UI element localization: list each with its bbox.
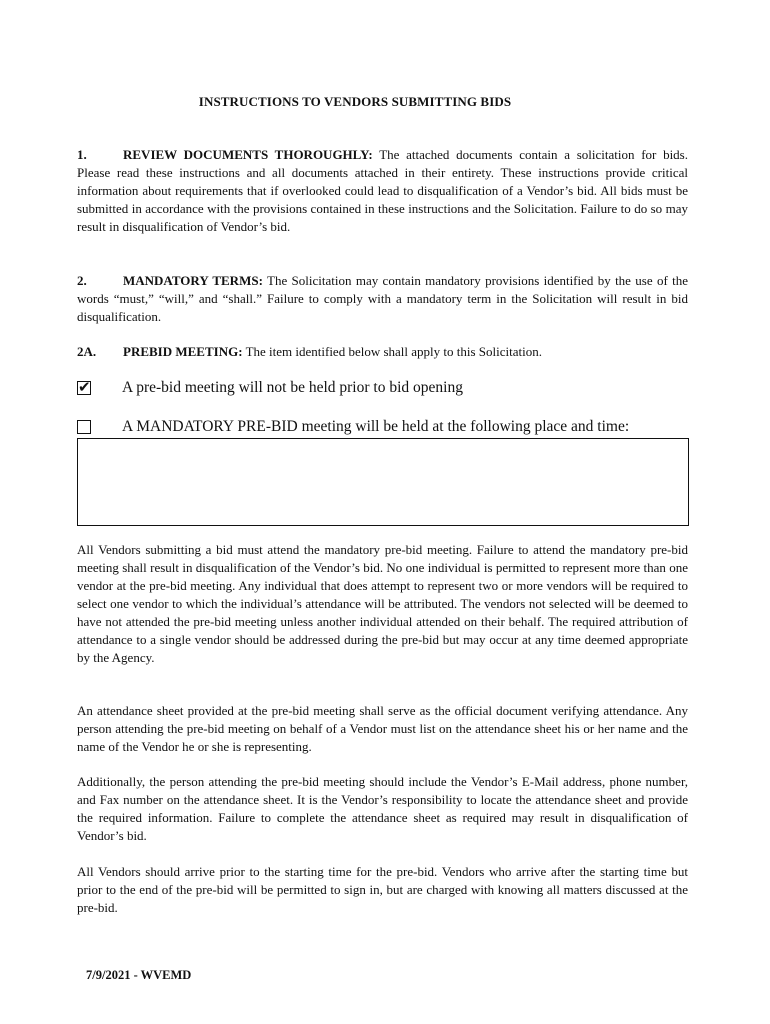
section-2a-heading: PREBID MEETING:: [123, 344, 243, 359]
paragraph-arrival-time: All Vendors should arrive prior to the starting time for the pre-bid. Vendors who arrive after the starting time but prior to the end of the pre-bid will be permitted to sign in, but are charged with knowing all matters discussed at the pre-bid.: [77, 864, 688, 915]
paragraph-contact-info: Additionally, the person attending the pre-bid meeting should include the Vendor’s E-Mail address, phone number, and Fax number on the attendance sheet. It is the Vendor’s responsibility to locate the attendance sheet and provide the required information. Failure to complete the attendance sheet as required may result in disqualification of Vendor’s bid.: [77, 774, 688, 843]
checkbox-no-prebid[interactable]: [77, 378, 91, 396]
section-2-mandatory-terms: [77, 272, 688, 326]
section-2a-prebid-meeting: [77, 343, 688, 361]
section-2a-number: 2A.: [77, 344, 97, 359]
section-2a-text: The item identified below shall apply to this Solicitation.: [245, 344, 542, 359]
paragraph-attendance-sheet: An attendance sheet provided at the pre-bid meeting shall serve as the official document verifying attendance. Any person attending the pre-bid meeting on behalf of a Vendor must list on the attendance sheet his or her name and the name of the Vendor he or she is representing.: [77, 703, 688, 754]
check-mark-icon: ✔: [78, 378, 91, 396]
checkbox-mandatory-prebid[interactable]: [77, 420, 91, 434]
section-2-text: The Solicitation may contain mandatory provisions identified by the use of the words “must,” “will,” and “shall.” Failure to comply with a mandatory term in the Solicitation will result in bid disqualification.: [77, 273, 688, 324]
meeting-details-box[interactable]: [77, 438, 689, 526]
section-1-text: The attached documents contain a solicitation for bids. Please read these instructions and all documents attached in their entirety. These instructions provide critical information about requirements that if overlooked could lead to disqualification of a Vendor’s bid. All bids must be submitted in accordance with the provisions contained in these instructions and the Solicitation. Failure to do so may result in disqualification of Vendor’s bid.: [77, 147, 688, 234]
section-2-number: 2.: [77, 273, 87, 288]
option-mandatory-prebid-meeting[interactable]: [77, 418, 629, 436]
section-2-heading: MANDATORY TERMS:: [123, 273, 263, 288]
section-1-heading: REVIEW DOCUMENTS THOROUGHLY:: [123, 147, 373, 162]
footer-date-code: 7/9/2021 - WVEMD: [86, 968, 192, 982]
option-no-prebid-label: A pre-bid meeting will not be held prior to bid opening: [122, 379, 463, 396]
section-1-review-documents: [77, 146, 688, 236]
section-1-number: 1.: [77, 147, 87, 162]
paragraph-attendance-requirement: All Vendors submitting a bid must attend the mandatory pre-bid meeting. Failure to attend the mandatory pre-bid meeting shall result in disqualification of the Vendor’s bid. No one individual is permitted to represent more than one vendor at the pre-bid meeting. Any individual that does attempt to represent two or more vendors will be required to select one vendor to which the individual’s attendance will be attributed. The vendors not selected will be deemed to have not attended the pre-bid meeting unless another individual attended on their behalf. The required attribution of attendance to a single vendor should be addressed during the pre-bid but may occur at any time deemed appropriate by the Agency.: [77, 542, 688, 665]
option-no-prebid-meeting[interactable]: [77, 379, 463, 397]
option-mandatory-prebid-label: A MANDATORY PRE-BID meeting will be held at the following place and time:: [122, 418, 630, 435]
document-title: INSTRUCTIONS TO VENDORS SUBMITTING BIDS: [198, 94, 512, 109]
